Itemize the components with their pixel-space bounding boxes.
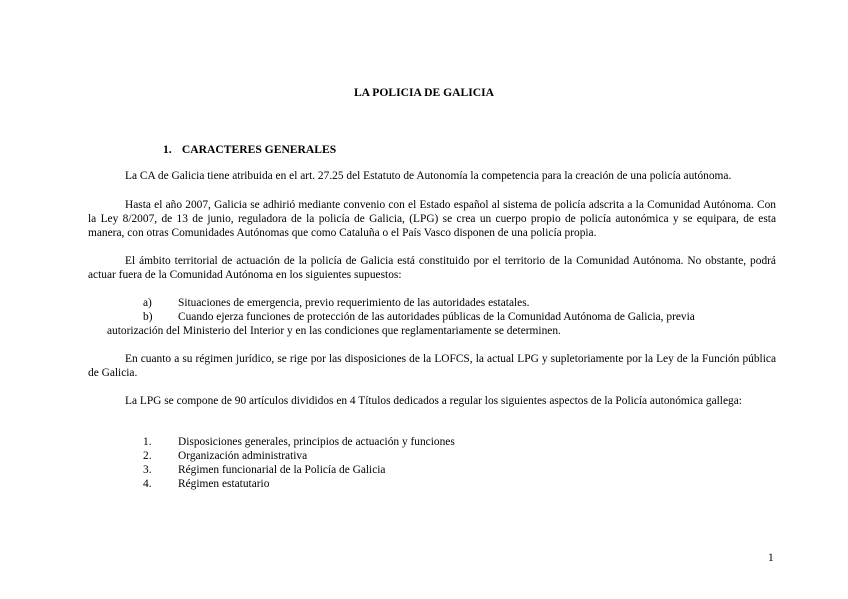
titulo-2-number: 2.	[143, 450, 152, 462]
paragraph-competencia: La CA de Galicia tiene atribuida en el art. 27.25 del Estatuto de Autonomía la competencia para la creación de una policía autónoma.	[125, 170, 732, 182]
titulo-2-text: Organización administrativa	[178, 450, 308, 462]
supuesto-b-first-line: Cuando ejerza funciones de protección de las autoridades públicas de la Comunidad Autónoma de Galicia, previa	[178, 311, 695, 323]
paragraph-regimen-juridico: En cuanto a su régimen jurídico, se rige por las disposiciones de la LOFCS, la actual LPG y supletoriamente por la Ley de la Función pública de Galicia.	[88, 353, 776, 380]
page-number: 1	[768, 552, 774, 564]
section-number: 1.	[163, 143, 172, 156]
titulo-4-number: 4.	[143, 478, 152, 490]
section-title: CARACTERES GENERALES	[181, 143, 337, 156]
supuesto-b-continuation: autorización del Ministerio del Interior y en las condiciones que reglamentariamente se determinen.	[107, 325, 561, 337]
titulo-1-number: 1.	[143, 436, 152, 448]
paragraph-estructura-lpg: La LPG se compone de 90 artículos divididos en 4 Títulos dedicados a regular los siguientes aspectos de la Policía autonómica gallega:	[125, 395, 742, 407]
paragraph-ambito: El ámbito territorial de actuación de la policía de Galicia está constituido por el territorio de la Comunidad Autónoma. No obstante, podrá actuar fuera de la Comunidad Autónoma en los siguientes supuestos:	[88, 255, 776, 282]
paragraph-historia: Hasta el año 2007, Galicia se adhirió mediante convenio con el Estado español al sistema de policía adscrita a la Comunidad Autónoma. Con la Ley 8/2007, de 13 de junio, reguladora de la policía de Galicia, (LPG) se crea un cuerpo propio de policía autonómica y se equipara, de esta manera, con otras Comunidades Autónomas que como Cataluña o el País Vasco disponen de una policía propia.	[88, 199, 776, 240]
supuesto-a-label: a)	[143, 297, 152, 309]
supuesto-b-label: b)	[143, 311, 153, 323]
supuesto-a-text: Situaciones de emergencia, previo requerimiento de las autoridades estatales.	[178, 297, 530, 309]
titulo-4-text: Régimen estatutario	[178, 478, 270, 490]
titulo-3-number: 3.	[143, 464, 152, 476]
titulo-1-text: Disposiciones generales, principios de actuación y funciones	[178, 436, 455, 448]
document-title: LA POLICIA DE GALICIA	[353, 86, 495, 99]
titulo-3-text: Régimen funcionarial de la Policía de Galicia	[178, 464, 386, 476]
section-heading	[163, 143, 336, 157]
